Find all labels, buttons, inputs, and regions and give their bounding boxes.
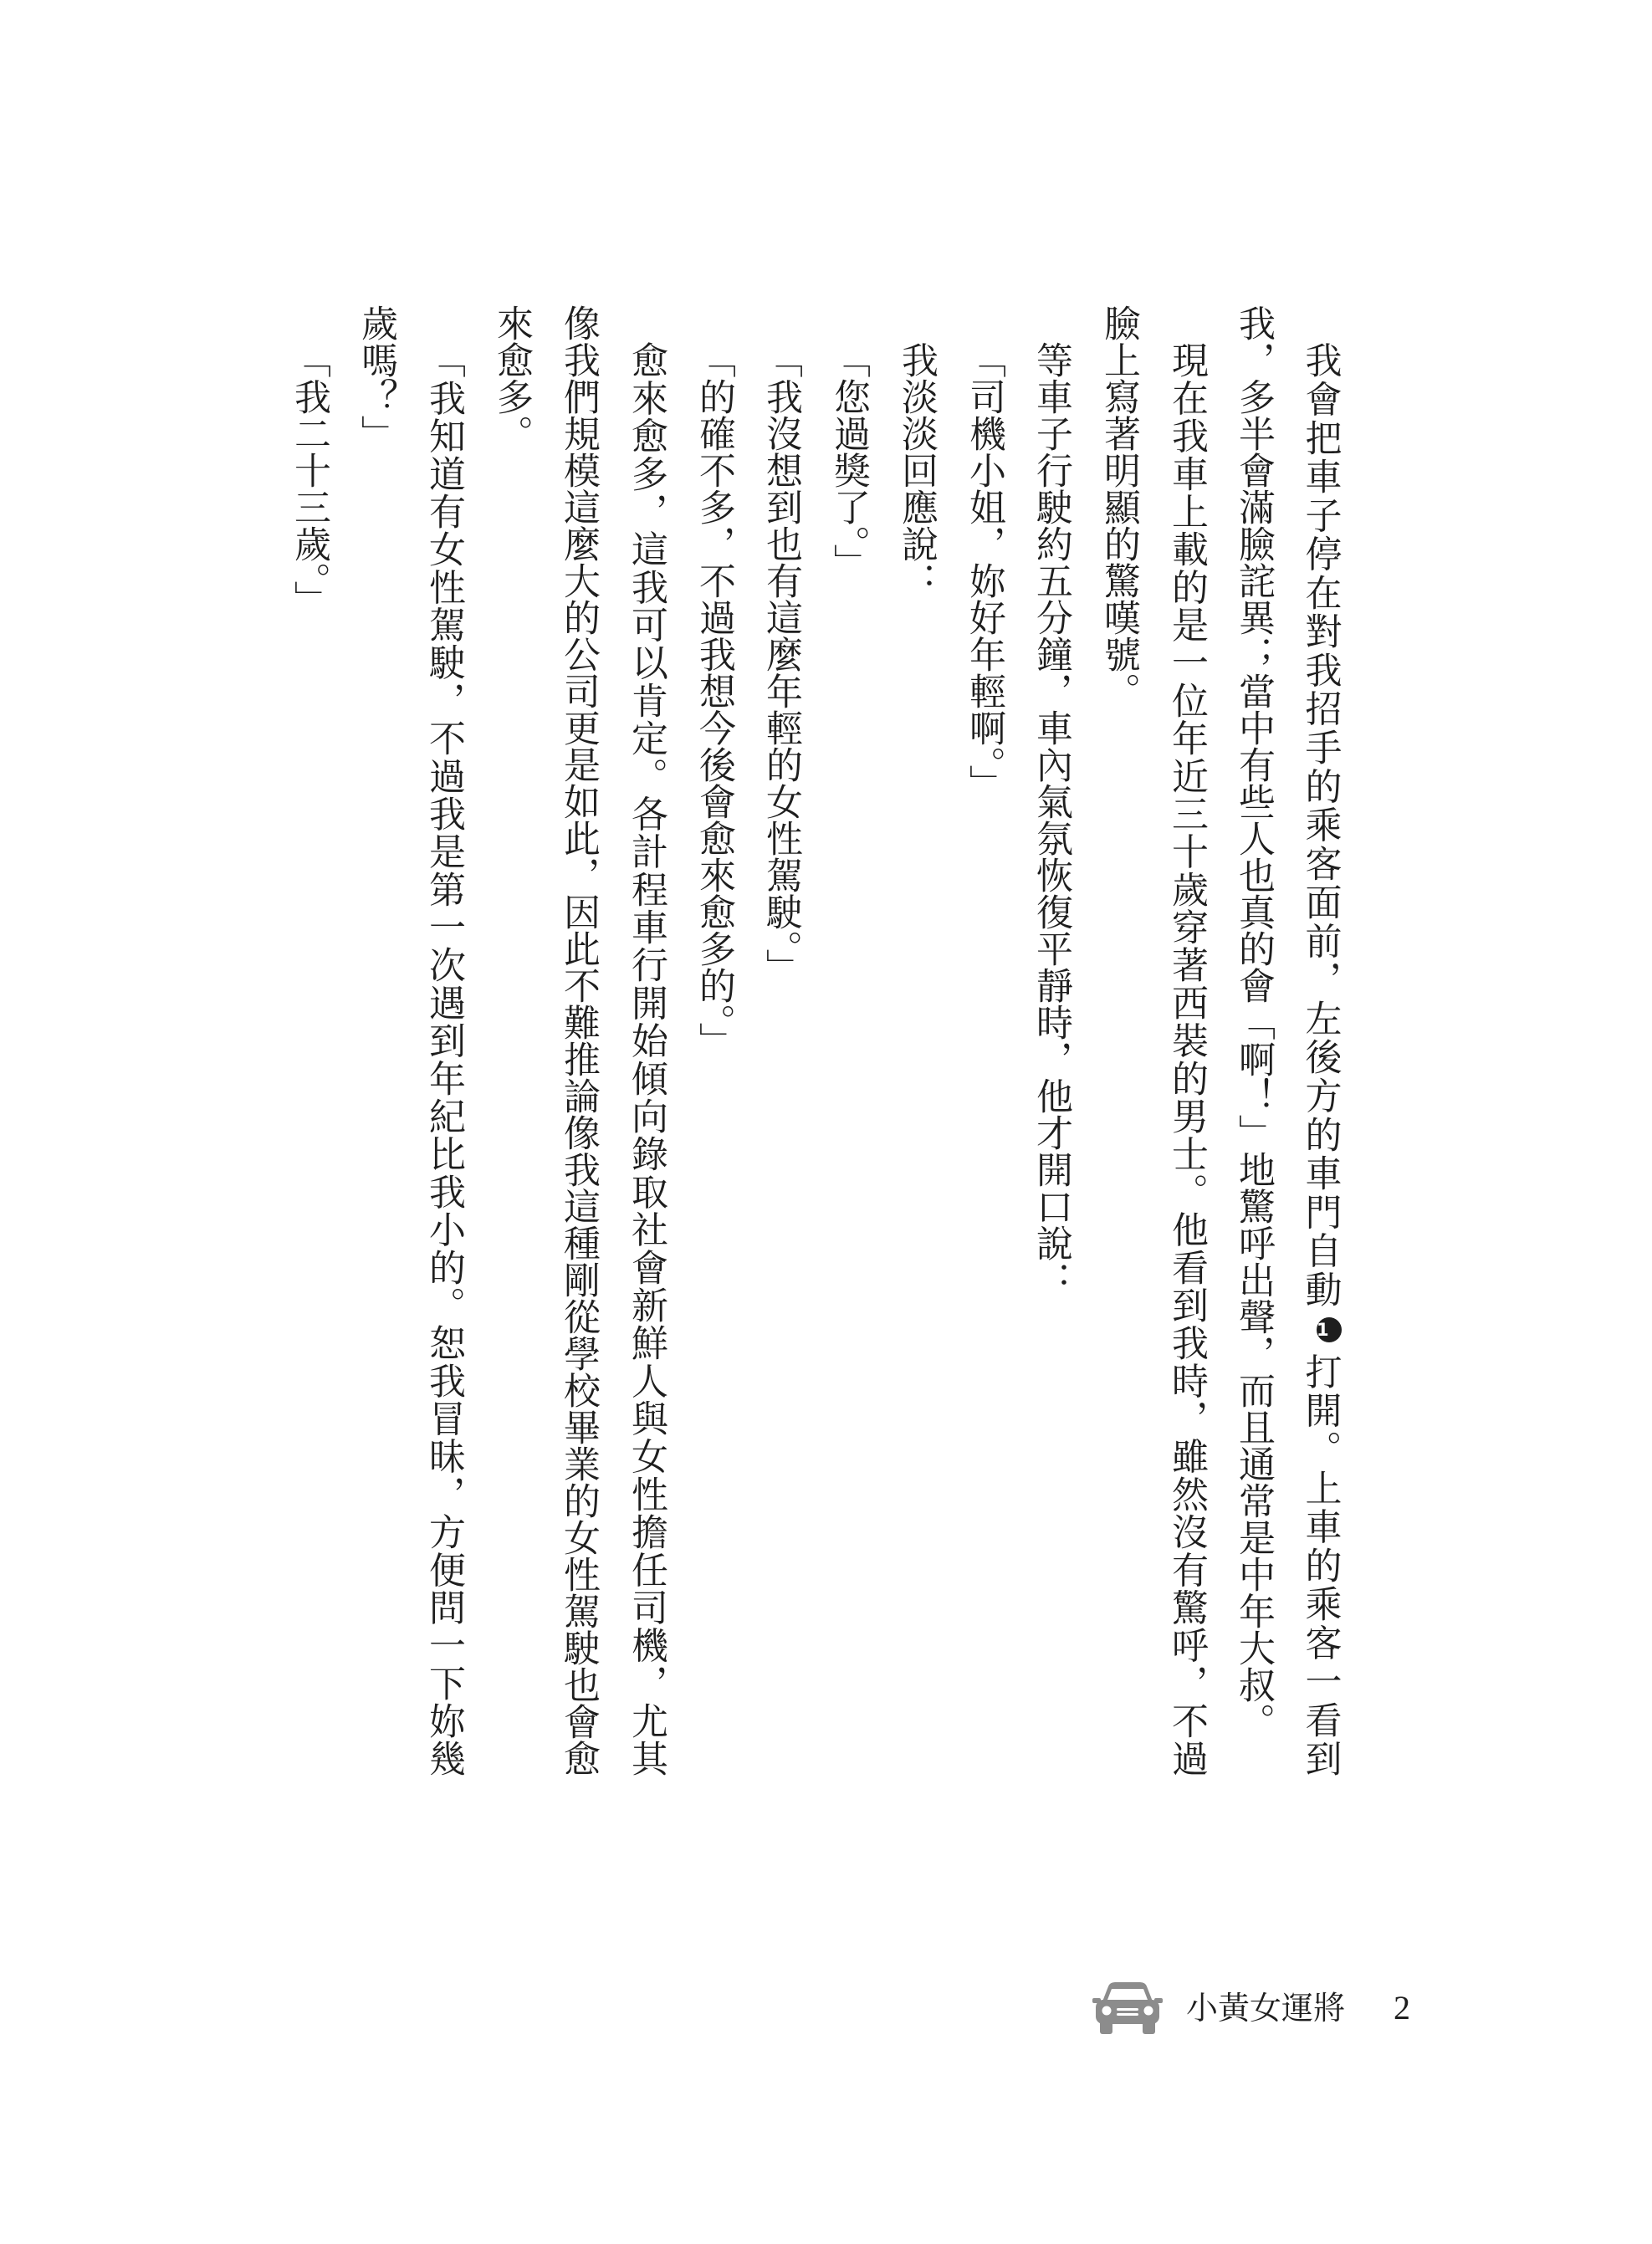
text-column: 來愈多。 (490, 304, 533, 452)
text-column: 像我們規模這麼大的公司更是如此，因此不難推論像我這種剛從學校畢業的女性駕駛也會愈 (557, 304, 600, 1776)
taxi-car-icon (1092, 1979, 1163, 2037)
page-number: 2 (1394, 1989, 1410, 2027)
text-column: 等車子行駛約五分鐘，車內氣氛恢復平靜時，他才開口說： (1030, 341, 1072, 1298)
text-column: 「您過獎了。」 (827, 341, 870, 580)
text-column: 「我沒想到也有這麼年輕的女性駕駛。」 (760, 341, 802, 985)
text-column: 「的確不多，不過我想今後會愈來愈多的。」 (693, 341, 735, 1059)
text-column: 愈來愈多，這我可以肯定。各計程車行開始傾向錄取社會新鮮人與女性擔任司機，尤其 (625, 341, 667, 1776)
text-column: 我，多半會滿臉詫異；當中有些人也真的會「啊！」地驚呼出聲，而且通常是中年大叔。 (1232, 304, 1275, 1740)
text-column: 臉上寫著明顯的驚嘆號。 (1097, 304, 1140, 709)
text-column: 現在我車上載的是一位年近三十歲穿著西裝的男士。他看到我時，雖然沒有驚呼，不過 (1165, 341, 1208, 1776)
book-title: 小黃女運將 (1186, 1990, 1346, 2027)
text-column: 我淡淡回應說： (895, 341, 938, 599)
text-column (1300, 304, 1342, 1776)
text-column: 歲嗎？」 (355, 304, 397, 452)
text-column: 「我二十三歲。」 (288, 341, 330, 617)
text-column: 「我知道有女性駕駛，不過我是第一次遇到年紀比我小的。恕我冒昧，方便問一下妳幾 (422, 341, 465, 1776)
footnote-marker-icon: 1 (1317, 1317, 1342, 1342)
text-column: 「司機小姐，妳好年輕啊。」 (963, 341, 1005, 801)
text-segment: 我會把車子停在對我招手的乘客面前，左後方的車門自動 (1298, 341, 1342, 1309)
text-segment: 打開。上車的乘客一看到 (1298, 1350, 1342, 1777)
